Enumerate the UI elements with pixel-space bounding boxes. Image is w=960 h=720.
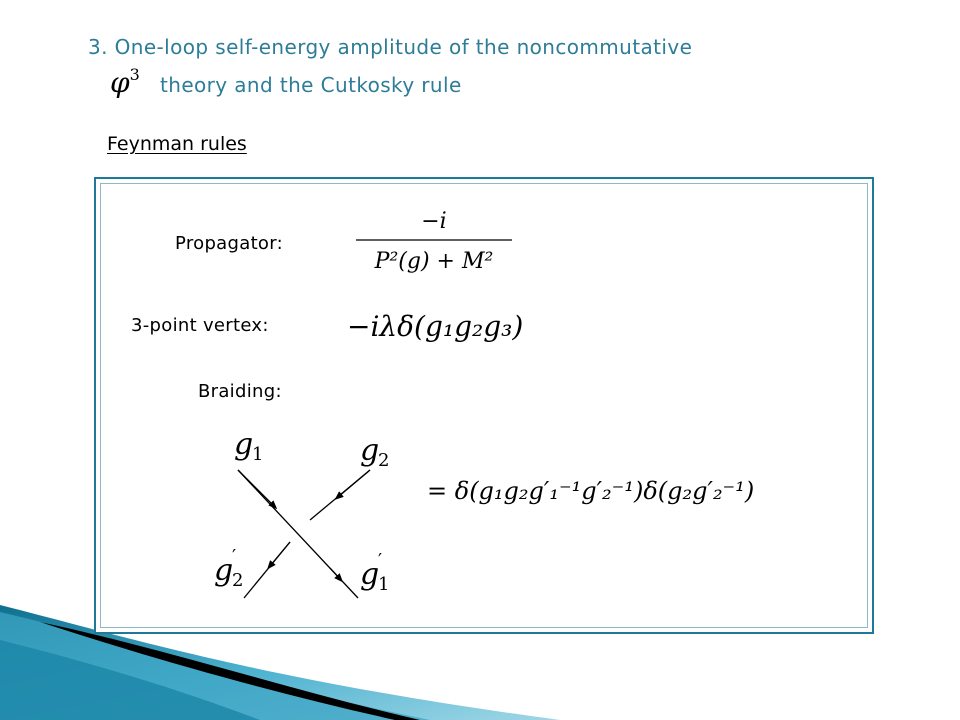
svg-text:1: 1: [252, 444, 264, 465]
svg-text:′: ′: [378, 550, 383, 571]
phi-power: 3: [129, 64, 140, 84]
svg-text:g: g: [360, 433, 380, 468]
strand-g1-arrow-lower: [330, 568, 340, 579]
propagator-label: Propagator:: [175, 233, 283, 254]
leg-label-bottom-left: [214, 546, 243, 591]
braiding-diagram: [210, 420, 410, 610]
braiding-formula-text: = δ(g₁g₂g′₁⁻¹g′₂⁻¹)δ(g₂g′₂⁻¹): [427, 477, 755, 505]
propagator-numerator: −i: [421, 209, 447, 234]
strand-g2-arrow-upper: [338, 470, 370, 497]
phi-cubed-symbol: [110, 66, 140, 99]
svg-text:2: 2: [378, 450, 390, 471]
section-heading: Feynman rules: [107, 133, 247, 155]
slide-title-line-1: 3. One-loop self-energy amplitude of the noncommutative: [88, 35, 693, 59]
leg-label-top-left: [234, 427, 263, 465]
propagator-denominator: P²(g) + M²: [374, 249, 494, 274]
vertex-formula: [345, 300, 555, 350]
svg-text:g: g: [234, 427, 254, 462]
phi-symbol: φ: [110, 66, 130, 99]
strand-g2-arrow-lower: [270, 542, 290, 566]
propagator-formula: [350, 198, 520, 278]
svg-text:2: 2: [232, 570, 244, 591]
leg-label-top-right: [360, 433, 389, 471]
braiding-label: Braiding:: [198, 381, 282, 402]
svg-text:g: g: [360, 557, 380, 592]
braiding-formula: [425, 465, 825, 515]
slide-title-line-2: theory and the Cutkosky rule: [160, 73, 462, 97]
svg-text:1: 1: [378, 574, 390, 595]
svg-text:′: ′: [232, 546, 237, 567]
leg-label-bottom-right: [360, 550, 389, 595]
vertex-formula-text: −iλδ(g₁g₂g₃): [347, 310, 524, 343]
svg-text:g: g: [214, 553, 234, 588]
vertex-label: 3-point vertex:: [131, 315, 269, 336]
